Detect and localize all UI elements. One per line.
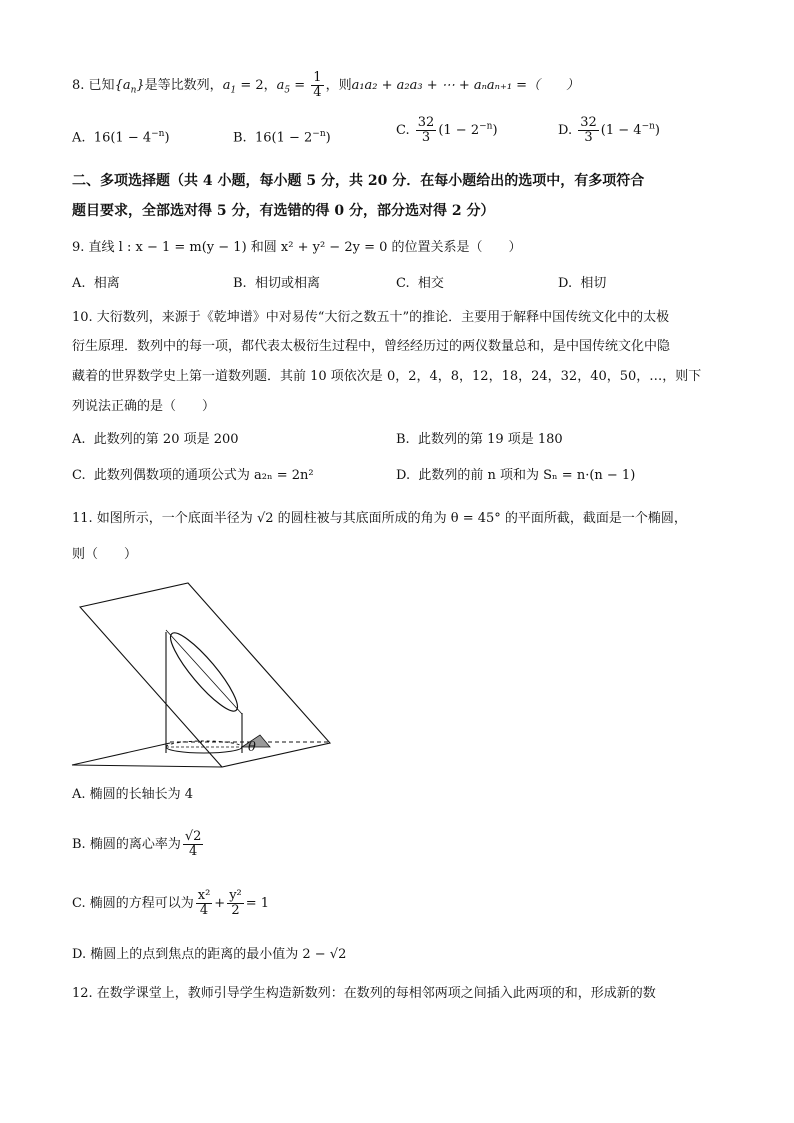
option-label: C. bbox=[396, 276, 410, 291]
frac-den: 3 bbox=[421, 130, 431, 145]
q9-option-c bbox=[396, 274, 444, 294]
section-heading-line1: 二、多项选择题（共 4 小题，每小题 5 分，共 20 分．在每小题给出的选项中，有多项符合 bbox=[72, 173, 645, 189]
q11-line2: 则（ ） bbox=[72, 547, 138, 562]
option-label: C. bbox=[72, 468, 86, 483]
q11-option-d: D. 椭圆上的点到焦点的距离的最小值为 2 − √2 bbox=[72, 947, 347, 962]
q8-a1-eq: = 2， bbox=[236, 78, 277, 93]
option-text: 相交 bbox=[417, 276, 444, 291]
frac-num: y² bbox=[229, 888, 242, 903]
q8-seq-close: } bbox=[136, 78, 145, 93]
q8-text-a: 已知 bbox=[88, 78, 115, 93]
option-text: B. 椭圆的离心率为 bbox=[72, 837, 181, 852]
q8-a1-sub: 1 bbox=[230, 85, 237, 96]
base-plane-line-left bbox=[72, 743, 170, 765]
q10-line2: 衍生原理．数列中的每一项，都代表太极衍生过程中，曾经经历过的两仪数量总和，是中国传统文化中隐 bbox=[72, 339, 671, 354]
angle-shade bbox=[242, 735, 270, 747]
option-label: D. bbox=[558, 276, 573, 291]
cutting-plane bbox=[80, 583, 330, 767]
q8-option-c bbox=[396, 116, 498, 145]
q10-option-a bbox=[72, 430, 239, 450]
option-close: ) bbox=[164, 130, 170, 146]
q9-text: 直线 l : x − 1 = m(y − 1) 和圆 x² + y² − 2y = 0 的位置关系是（ ） bbox=[88, 240, 522, 255]
option-exp: −n bbox=[479, 121, 493, 132]
plus-sign: + bbox=[214, 896, 226, 911]
option-text: 相切 bbox=[580, 276, 607, 291]
option-text: (1 − 4 bbox=[600, 123, 642, 138]
option-text: 此数列的第 20 项是 200 bbox=[93, 432, 239, 447]
option-exp: −n bbox=[312, 129, 326, 139]
frac-den: 4 bbox=[199, 903, 209, 918]
q10-line4: 列说法正确的是（ ） bbox=[72, 399, 216, 414]
option-label: C. bbox=[396, 123, 410, 138]
q9-stem bbox=[72, 238, 522, 258]
q9-option-d bbox=[558, 274, 606, 294]
option-close: ) bbox=[492, 123, 498, 138]
option-frac-x bbox=[196, 889, 213, 918]
frac-den: 4 bbox=[188, 844, 198, 859]
q8-a5-frac bbox=[311, 71, 323, 100]
theta-label: θ bbox=[248, 740, 256, 755]
q8-a1: a bbox=[222, 78, 231, 93]
option-close: ) bbox=[654, 123, 660, 138]
q8-option-a bbox=[72, 124, 170, 148]
q8-sum: a₁a₂ + a₂a₃ + ⋯ + aₙaₙ₊₁ =（ ） bbox=[351, 78, 580, 93]
frac-num: 32 bbox=[580, 115, 597, 130]
q9-option-b bbox=[233, 274, 320, 294]
q8-seq-sub: n bbox=[130, 85, 137, 96]
option-text: 相切或相离 bbox=[254, 276, 320, 291]
q8-option-d bbox=[558, 116, 660, 145]
option-label: A. bbox=[72, 130, 86, 146]
q8-a5-eq: = bbox=[290, 78, 310, 93]
q11-option-a: A. 椭圆的长轴长为 4 bbox=[72, 787, 194, 802]
option-label: B. bbox=[396, 432, 410, 447]
q9-option-a bbox=[72, 274, 120, 294]
option-label: D. bbox=[396, 468, 411, 483]
cylinder-plane-figure bbox=[70, 575, 340, 775]
q10-line1: 10. 大衍数列，来源于《乾坤谱》中对易传“大衍之数五十”的推论．主要用于解释中国传统文化中的太极 bbox=[72, 310, 670, 325]
frac-num: √2 bbox=[184, 829, 202, 844]
equals-one: = 1 bbox=[245, 896, 270, 911]
q8-stem bbox=[72, 71, 579, 101]
option-text: 此数列偶数项的通项公式为 a₂ₙ = 2n² bbox=[93, 468, 314, 483]
q10-option-d bbox=[396, 466, 635, 486]
frac-num: 32 bbox=[417, 115, 435, 130]
q9-number: 9. bbox=[72, 240, 85, 255]
option-frac bbox=[183, 830, 204, 859]
base-ellipse-front bbox=[166, 747, 242, 753]
option-frac bbox=[578, 116, 599, 145]
q11-option-b bbox=[72, 827, 205, 863]
q10-option-c bbox=[72, 466, 314, 486]
q8-a5-sub: 5 bbox=[284, 85, 291, 96]
option-text: C. 椭圆的方程可以为 bbox=[72, 896, 194, 911]
q10-option-b bbox=[396, 430, 563, 450]
q8-a5-den: 4 bbox=[313, 85, 322, 100]
option-frac-y bbox=[227, 889, 244, 918]
option-label: A. bbox=[72, 276, 86, 291]
q11-line1: 11. 如图所示，一个底面半径为 √2 的圆柱被与其底面所成的角为 θ = 45° 的平面所截，截面是一个椭圆， bbox=[72, 511, 687, 526]
option-text: (1 − 2 bbox=[438, 123, 480, 138]
q8-seq: {a bbox=[114, 78, 131, 93]
option-label: B. bbox=[233, 130, 247, 146]
q8-a5-num: 1 bbox=[313, 70, 322, 85]
option-text: 16(1 − 2 bbox=[254, 130, 313, 146]
ellipse-major-axis bbox=[166, 630, 242, 714]
base-plane-line-bottom bbox=[72, 765, 222, 767]
section-heading-line2: 题目要求，全部选对得 5 分，有选错的得 0 分，部分选对得 2 分） bbox=[72, 203, 495, 219]
option-exp: −n bbox=[151, 129, 165, 139]
option-text: 此数列的前 n 项和为 Sₙ = n·(n − 1) bbox=[418, 468, 636, 483]
option-close: ) bbox=[325, 130, 331, 146]
q8-a5: a bbox=[276, 78, 285, 93]
option-label: B. bbox=[233, 276, 247, 291]
q8-text-b: 是等比数列， bbox=[144, 78, 223, 93]
q12-line1: 12. 在数学课堂上，教师引导学生构造新数列：在数列的每相邻两项之间插入此两项的和，形成新的数 bbox=[72, 986, 656, 1001]
option-label: D. bbox=[558, 123, 573, 138]
frac-num: x² bbox=[197, 888, 211, 903]
q10-line3: 藏着的世界数学史上第一道数列题．其前 10 项依次是 0，2，4，8，12，18，24，32，40，50，…，则下 bbox=[72, 369, 702, 384]
option-frac bbox=[416, 116, 437, 145]
option-text: 此数列的第 19 项是 180 bbox=[417, 432, 563, 447]
q8-text-c: ，则 bbox=[325, 78, 352, 93]
option-label: A. bbox=[72, 432, 86, 447]
q8-option-b bbox=[233, 124, 331, 148]
frac-den: 2 bbox=[231, 903, 240, 918]
q11-option-c bbox=[72, 886, 269, 922]
q8-number: 8. bbox=[72, 78, 85, 93]
option-text: 16(1 − 4 bbox=[93, 130, 152, 146]
option-exp: −n bbox=[641, 121, 655, 132]
frac-den: 3 bbox=[584, 130, 593, 145]
option-text: 相离 bbox=[93, 276, 120, 291]
